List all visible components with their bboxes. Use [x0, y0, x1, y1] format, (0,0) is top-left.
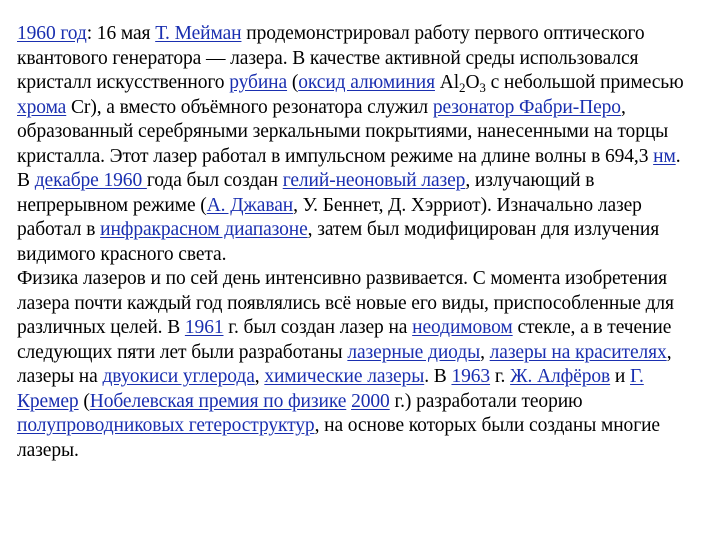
link-2000[interactable]: 2000 [351, 390, 390, 412]
text-fragment: ( [287, 72, 299, 93]
link-1963[interactable]: 1963 [451, 366, 491, 387]
link-helium-neon-laser[interactable]: гелий-неоновый лазер [282, 170, 466, 191]
link-1960-year[interactable]: 1960 год [17, 23, 87, 44]
link-javan[interactable]: А. Джаван [206, 194, 294, 216]
paragraph-laser-physics [17, 267, 708, 463]
text-fragment: . [675, 145, 681, 167]
link-laser-diodes[interactable]: лазерные диоды [347, 341, 481, 363]
text-fragment: Физика лазеров и по сей день интенсивно развивается. С момента изобретения лазера почти каждый год появлялись всё новые его виды, приспособленные для различных целей. В [17, 268, 674, 338]
text-fragment: года был создан [146, 170, 283, 191]
link-aluminium-oxide[interactable]: оксид алюминия [298, 72, 435, 93]
link-maiman[interactable]: Т. Мейман [155, 23, 242, 44]
text-fragment: , лазеры на [17, 341, 672, 387]
text-fragment: ( [78, 390, 90, 412]
link-infrared-range[interactable]: инфракрасном диапазоне [100, 219, 308, 240]
paragraph-history-1960 [17, 22, 708, 169]
link-carbon-dioxide[interactable]: двуокиси углерода [102, 366, 255, 387]
link-1961[interactable]: 1961 [184, 317, 224, 338]
link-semiconductor-heterostructures[interactable]: полупроводниковых гетероструктур [17, 415, 315, 436]
link-nobel-prize-physics[interactable]: Нобелевская премия по физике [89, 390, 347, 412]
text-fragment: , образованный серебряными зеркальными покрытиями, нанесенными на торцы кристалла. Этот лазер работал в импульсном режиме на длине волны в 694,3 [17, 96, 669, 167]
link-neodymium[interactable]: неодимовом [412, 317, 513, 338]
paragraph-helium-neon [17, 169, 708, 267]
text-fragment: Al [434, 72, 460, 93]
text-fragment: г. был создан лазер на [223, 317, 413, 338]
text-fragment: с небольшой примесью [485, 72, 684, 93]
link-dye-lasers[interactable]: лазеры на красителях [489, 341, 667, 363]
link-alferov[interactable]: Ж. Алфёров [510, 366, 611, 387]
text-fragment: , излучающий в непрерывном режиме ( [17, 170, 595, 216]
link-chromium[interactable]: хрома [17, 96, 67, 118]
subscript-2: 2 [459, 80, 466, 95]
link-december-1960[interactable]: декабре 1960 [34, 170, 147, 191]
text-fragment: стекле, а в течение следующих пяти лет были разработаны [17, 317, 672, 363]
link-nanometer[interactable]: нм [653, 145, 676, 167]
text-fragment: : 16 мая [86, 23, 156, 44]
text-fragment: г.) разработали теорию [389, 390, 583, 412]
text-fragment: , на основе которых были созданы многие лазеры. [17, 415, 660, 461]
link-chemical-lasers[interactable]: химические лазеры [264, 366, 425, 387]
text-fragment: продемонстрировал работу первого оптического квантового генератора — лазера. В качестве активной среды использовался кристалл искусственного [17, 23, 645, 93]
text-fragment: и [610, 366, 631, 387]
text-fragment: O [465, 72, 480, 93]
text-fragment: , [480, 341, 490, 363]
link-ruby[interactable]: рубина [229, 72, 288, 93]
text-fragment: г. [490, 366, 511, 387]
text-fragment: . В [424, 366, 452, 387]
text-fragment: В [17, 170, 35, 191]
text-fragment: , затем был модифицирован для излучения видимого красного света. [17, 219, 660, 265]
link-fabry-perot-resonator[interactable]: резонатор Фабри-Перо [432, 96, 621, 118]
text-fragment: , [254, 366, 265, 387]
body-text [17, 22, 708, 463]
text-fragment: Cr), а вместо объёмного резонатора служил [66, 96, 433, 118]
text-fragment: , У. Беннет, Д. Хэрриот). Изначально лазер работал в [17, 194, 642, 240]
link-kroemer[interactable]: Г. Кремер [17, 366, 644, 412]
subscript-3: 3 [479, 80, 486, 95]
